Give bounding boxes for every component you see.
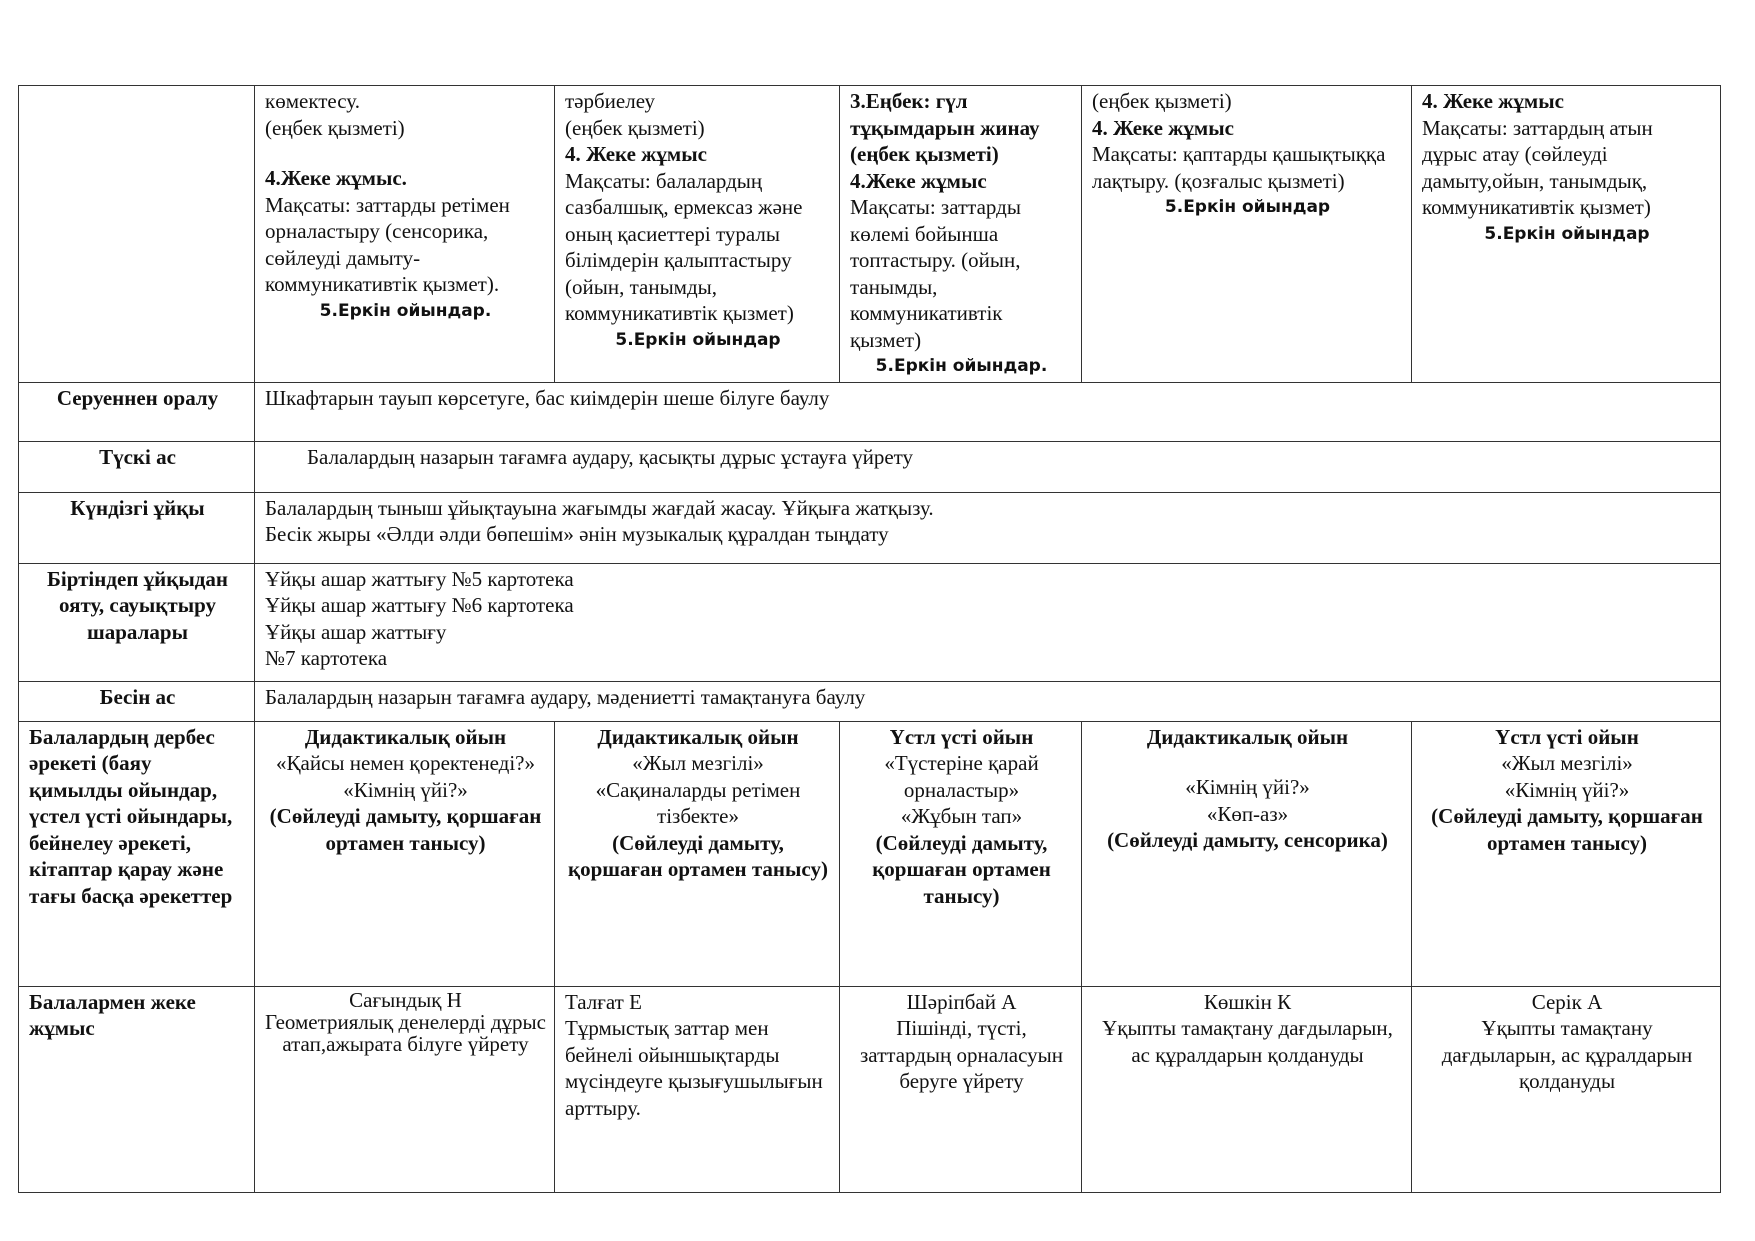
free-games-label: 5.Еркін ойындар. [319, 300, 492, 321]
game-name: «Жыл мезгілі» [1501, 751, 1633, 775]
section-heading: 4.Жеке жұмыс. [265, 166, 407, 190]
individual-cell-5 [1412, 986, 1721, 1192]
lunch-text: Балалардың назарын тағамға аудару, қасықты дұрыс ұстауға үйрету [307, 444, 914, 469]
continuation-cell-5 [1412, 86, 1721, 383]
text-line: Бесік жыры «Әлди әлди бөпешім» әнін музыкалық құралдан тыңдату [265, 522, 889, 546]
individual-cell-2 [555, 986, 840, 1192]
continuation-label-cell [19, 86, 255, 383]
child-name: Көшкін К [1203, 989, 1292, 1014]
continuation-row [19, 86, 1721, 383]
activity-cell-1 [255, 721, 555, 986]
individual-cell-1 [255, 986, 555, 1192]
game-goal: (Сөйлеуді дамыту, қоршаған ортамен танысу) [1431, 804, 1703, 855]
game-name: «Жұбын тап» [900, 804, 1023, 828]
activity-row [19, 721, 1721, 986]
child-name: Шәріпбай А [906, 989, 1017, 1014]
child-name: Талғат Е [565, 989, 642, 1014]
row-text [255, 441, 1721, 492]
task-text: Геометриялық денелерді дұрыс атап,ажырата білуге үйрету [265, 1009, 546, 1056]
free-games-label: 5.Еркін ойындар [1484, 223, 1650, 244]
row-label: Балалардың дербес әрекеті (баяу қимылды ойындар, үстел үсті ойындары, бейнелеу әрекеті, кітаптар қарау және тағы басқа әрекеттер [19, 721, 255, 986]
row-label: Күндізгі ұйқы [19, 492, 255, 563]
game-goal: (Сөйлеуді дамыту, қоршаған ортамен танысу) [872, 830, 1051, 908]
section-heading: 4. Жеке жұмыс [565, 142, 707, 166]
game-goal: (Сөйлеуді дамыту, қоршаған ортамен танысу) [568, 830, 828, 881]
row-label: Біртіндеп ұйқыдан ояту, сауықтыру шаралары [19, 563, 255, 681]
continuation-cell-2 [555, 86, 840, 383]
game-goal: (Сөйлеуді дамыту, сенсорика) [1107, 828, 1388, 852]
row-text [255, 563, 1721, 681]
text-line: тәрбиелеу [565, 89, 656, 113]
individual-cell-4 [1082, 986, 1412, 1192]
return-walk-row [19, 382, 1721, 441]
section-heading: 4. Жеке жұмыс [1092, 115, 1234, 140]
game-name: «Кімнің үйі?» [1504, 777, 1630, 802]
section-heading: 4.Жеке жұмыс [850, 168, 987, 193]
activity-cell-4 [1082, 721, 1412, 986]
section-heading: 4. Жеке жұмыс [1422, 89, 1564, 113]
text-line: №7 картотека [265, 646, 388, 670]
game-name: «Түстеріне қарай орналастыр» [884, 751, 1039, 802]
row-text: Шкафтарын тауып көрсетуге, бас киімдерін шеше білуге баулу [255, 382, 1721, 441]
activity-cell-3 [840, 721, 1082, 986]
game-name: «Қайсы немен қоректенеді?» [276, 751, 535, 775]
child-name: Сағындық Н [349, 987, 462, 1012]
goal-text: Мақсаты: балалардың сазбалшық, ермексаз және оның қасиеттері туралы білімдерін қалыптастыру (ойын, танымды, коммуникативтік қызмет) [565, 168, 803, 325]
individual-row [19, 986, 1721, 1192]
free-games-label: 5.Еркін ойындар [615, 329, 781, 350]
text-line: Балалардың тыныш ұйықтауына жағымды жағдай жасау. Ұйқыға жатқызу. [265, 495, 934, 520]
section-heading: 3.Еңбек: гүл тұқымдарын жинау (еңбек қызметі) [850, 89, 1040, 166]
text-line: (еңбек қызметі) [565, 115, 705, 140]
text-line: Ұйқы ашар жаттығу [265, 619, 447, 644]
game-type: Дидактикалық ойын [1146, 724, 1349, 749]
goal-text: Мақсаты: заттарды көлемі бойынша топтастыру. (ойын, танымды, коммуникативтік қызмет) [850, 195, 1021, 352]
free-games-label: 5.Еркін ойындар [1164, 197, 1331, 217]
continuation-cell-1 [255, 86, 555, 383]
row-label: Түскі ас [19, 441, 255, 492]
game-name: «Сақиналарды ретімен тізбекте» [595, 777, 801, 828]
game-name: «Кімнің үйі?» [343, 777, 468, 802]
task-text: Ұқыпты тамақтану дағдыларын, ас құралдарын қолдануды [1441, 1016, 1693, 1093]
continuation-cell-4 [1082, 86, 1412, 383]
wakeup-row [19, 563, 1721, 681]
text-line: Ұйқы ашар жаттығу №6 картотека [265, 593, 574, 617]
game-name: «Жыл мезгілі» [632, 751, 764, 775]
row-label: Серуеннен оралу [19, 382, 255, 441]
task-text: Ұқыпты тамақтану дағдыларын, ас құралдарын қолдануды [1102, 1016, 1393, 1067]
continuation-cell-3 [840, 86, 1082, 383]
individual-cell-3 [840, 986, 1082, 1192]
goal-text: Мақсаты: заттарды ретімен орналастыру (сенсорика, сөйлеуді дамыту-коммуникативтік қызмет). [265, 192, 510, 296]
task-text: Пішінді, түсті, заттардың орналасуын беруге үйрету [860, 1016, 1063, 1093]
task-text: Тұрмыстық заттар мен бейнелі ойыншықтарды мүсіндеуге қызығушылығын арттыру. [565, 1016, 823, 1120]
row-text [255, 492, 1721, 563]
daily-plan-table [18, 85, 1721, 1193]
text-line: Ұйқы ашар жаттығу №5 картотека [265, 566, 574, 591]
game-goal: (Сөйлеуді дамыту, қоршаған ортамен танысу) [269, 804, 542, 855]
nap-row [19, 492, 1721, 563]
row-label: Балалармен жеке жұмыс [19, 986, 255, 1192]
row-label: Бесін ас [19, 681, 255, 721]
game-type: Үстл үсті ойын [1495, 724, 1639, 749]
text-line: (еңбек қызметі) [1092, 89, 1232, 113]
snack-row [19, 681, 1721, 721]
activity-cell-5 [1412, 721, 1721, 986]
goal-text: Мақсаты: қаптарды қашықтыққа лақтыру. (қозғалыс қызметі) [1092, 142, 1386, 193]
game-name: «Көп-аз» [1206, 801, 1289, 826]
text-line: (еңбек қызметі) [265, 115, 405, 140]
row-text: Балалардың назарын тағамға аудару, мәдениетті тамақтануға баулу [255, 681, 1721, 721]
lunch-row [19, 441, 1721, 492]
game-type: Дидактикалық ойын [597, 724, 799, 749]
goal-text: Мақсаты: заттардың атын дұрыс атау (сөйлеуді дамыту,ойын, танымдық, коммуникативтік қызмет) [1422, 115, 1653, 219]
child-name: Серік А [1531, 989, 1603, 1014]
game-name: «Кімнің үйі?» [1185, 775, 1310, 799]
activity-cell-2 [555, 721, 840, 986]
game-type: Дидактикалық ойын [304, 724, 507, 749]
text-line: көмектесу. [265, 89, 360, 113]
game-type: Үстл үсті ойын [889, 724, 1034, 749]
free-games-label: 5.Еркін ойындар. [875, 356, 1048, 376]
